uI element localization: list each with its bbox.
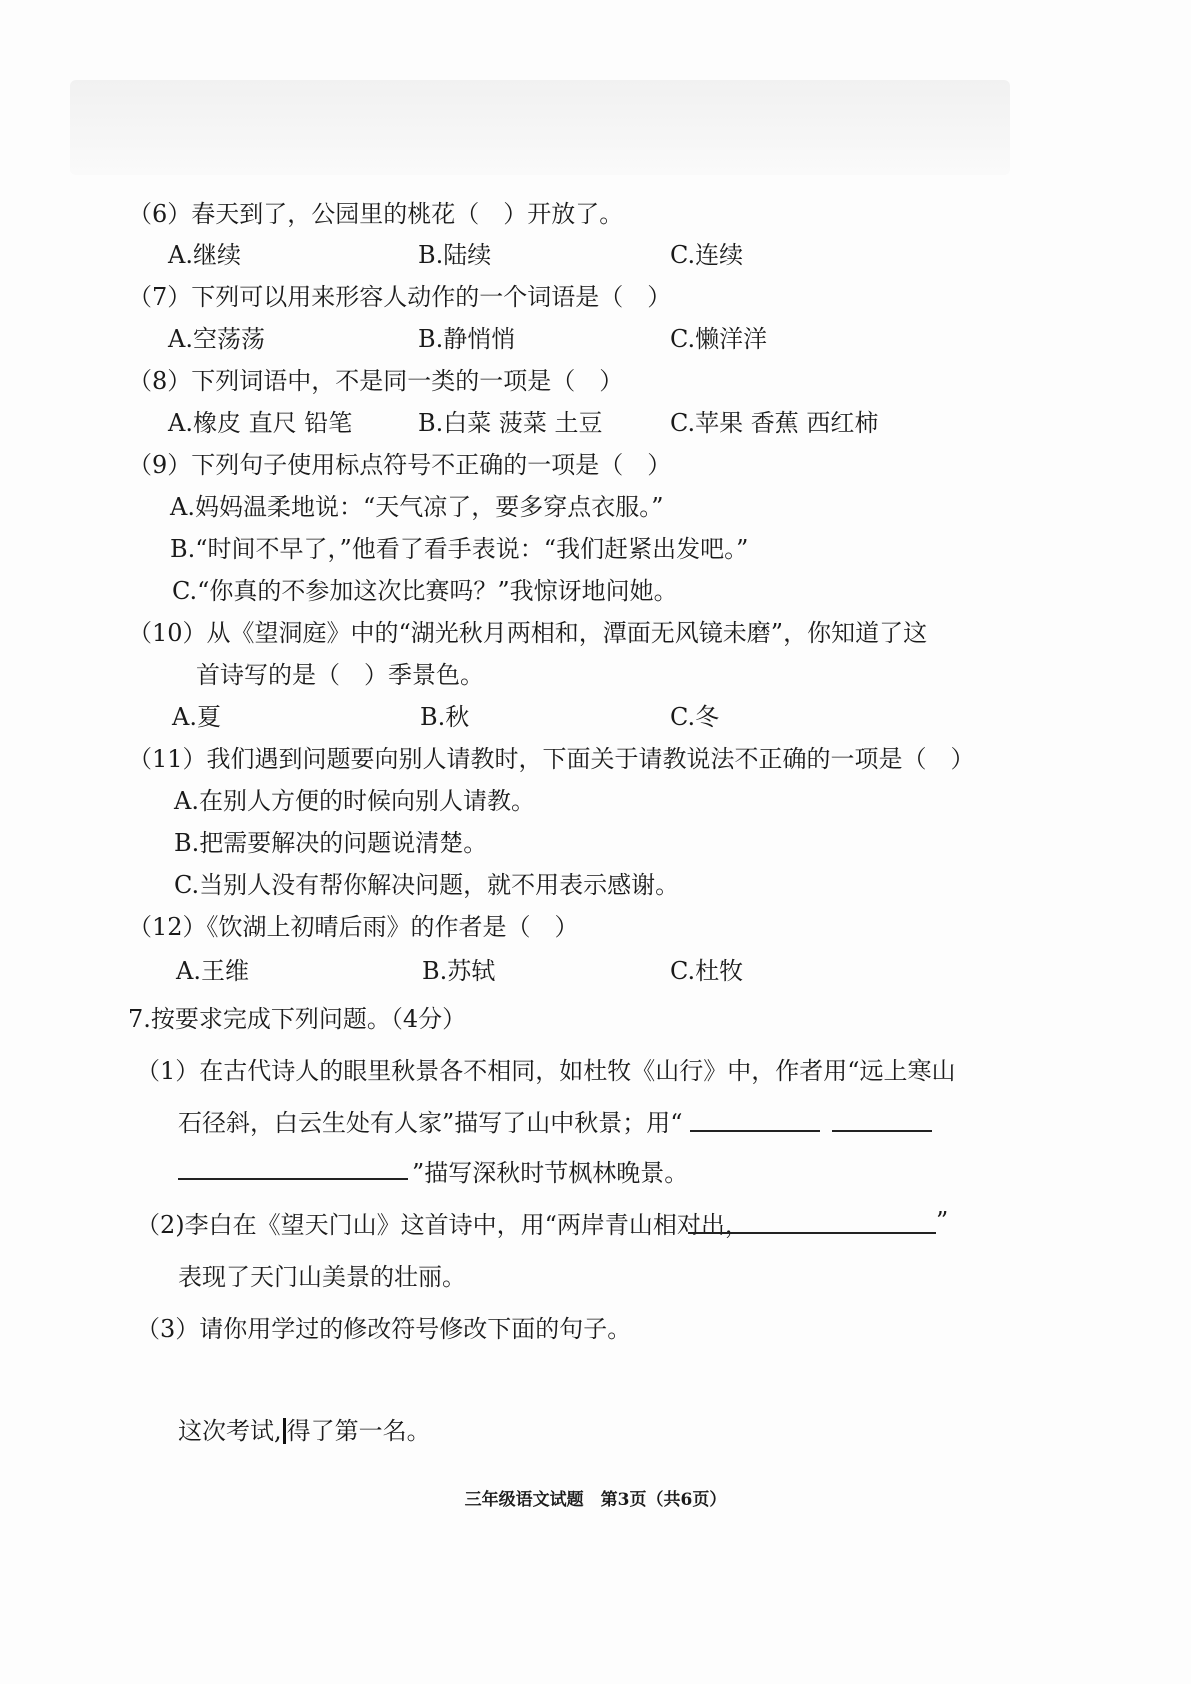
- question-10-option-a: A.夏: [172, 703, 221, 731]
- section-7-part2-line1: （2)李白在《望天门山》这首诗中，用“两岸青山相对出，: [136, 1211, 749, 1239]
- section-7-title: 7.按要求完成下列问题。（4分）: [128, 1005, 467, 1033]
- question-12-option-b: B.苏轼: [422, 957, 496, 985]
- question-7-option-a: A.空荡荡: [168, 325, 265, 353]
- section-7-part1-line1: （1）在古代诗人的眼里秋景各不相同，如杜牧《山行》中，作者用“远上寒山: [136, 1057, 956, 1085]
- insert-mark-icon: [283, 1418, 286, 1444]
- question-10-option-c: C.冬: [670, 703, 720, 731]
- question-9-option-a: A.妈妈温柔地说：“天气凉了，要多穿点衣服。”: [170, 493, 664, 521]
- section-7-part1-line3: ”描写深秋时节枫林晚景。: [412, 1159, 689, 1187]
- question-6-option-b: B.陆续: [418, 241, 492, 269]
- question-9-option-c: C.“你真的不参加这次比赛吗？”我惊讶地问她。: [172, 577, 678, 605]
- question-8-option-b: B.白菜 菠菜 土豆: [418, 409, 603, 437]
- section-7-part2-line2: 表现了天门山美景的壮丽。: [178, 1263, 466, 1291]
- question-12-option-c: C.杜牧: [670, 957, 744, 985]
- question-12-option-a: A.王维: [176, 957, 249, 985]
- question-6-option-a: A.继续: [168, 241, 241, 269]
- correction-sentence-before: 这次考试,: [178, 1417, 282, 1445]
- answer-blank-1a[interactable]: [690, 1130, 820, 1132]
- question-8-option-c: C.苹果 香蕉 西红柿: [670, 409, 879, 437]
- question-12-stem: （12）《饮湖上初晴后雨》的作者是（ ）: [128, 913, 579, 941]
- question-9-option-b: B.“时间不早了，”他看了看手表说：“我们赶紧出发吧。”: [170, 535, 749, 563]
- section-7-part2-close-quote: ”: [936, 1207, 949, 1235]
- question-9-stem: （9）下列句子使用标点符号不正确的一项是（ ）: [128, 451, 672, 479]
- section-7-part1-line2: 石径斜，白云生处有人家”描写了山中秋景；用“: [178, 1109, 683, 1137]
- answer-blank-2[interactable]: [688, 1232, 936, 1234]
- question-11-stem: （11）我们遇到问题要向别人请教时，下面关于请教说法不正确的一项是（ ）: [128, 745, 975, 773]
- answer-blank-1b[interactable]: [832, 1130, 932, 1132]
- question-10-option-b: B.秋: [420, 703, 470, 731]
- correction-sentence-after: 得了第一名。: [286, 1417, 431, 1445]
- correction-sentence: [178, 1416, 431, 1446]
- question-7-stem: （7）下列可以用来形容人动作的一个词语是（ ）: [128, 283, 672, 311]
- question-11-option-c: C.当别人没有帮你解决问题，就不用表示感谢。: [174, 871, 680, 899]
- question-8-stem: （8）下列词语中，不是同一类的一项是（ ）: [128, 367, 624, 395]
- question-6-stem: （6）春天到了，公园里的桃花（ ）开放了。: [128, 200, 624, 228]
- question-11-option-a: A.在别人方便的时候向别人请教。: [174, 787, 535, 815]
- page-footer: 三年级语文试题 第3页（共6页）: [464, 1490, 727, 1510]
- answer-blank-1c[interactable]: [178, 1178, 408, 1180]
- question-10-stem-line2: 首诗写的是（ ）季景色。: [196, 661, 484, 689]
- scan-shadow: [70, 80, 1010, 175]
- question-7-option-c: C.懒洋洋: [670, 325, 768, 353]
- question-6-option-c: C.连续: [670, 241, 744, 269]
- question-7-option-b: B.静悄悄: [418, 325, 516, 353]
- question-10-stem-line1: （10）从《望洞庭》中的“湖光秋月两相和，潭面无风镜未磨”，你知道了这: [128, 619, 928, 647]
- section-7-part3: （3）请你用学过的修改符号修改下面的句子。: [136, 1315, 632, 1343]
- question-8-option-a: A.橡皮 直尺 铅笔: [168, 409, 353, 437]
- question-11-option-b: B.把需要解决的问题说清楚。: [174, 829, 488, 857]
